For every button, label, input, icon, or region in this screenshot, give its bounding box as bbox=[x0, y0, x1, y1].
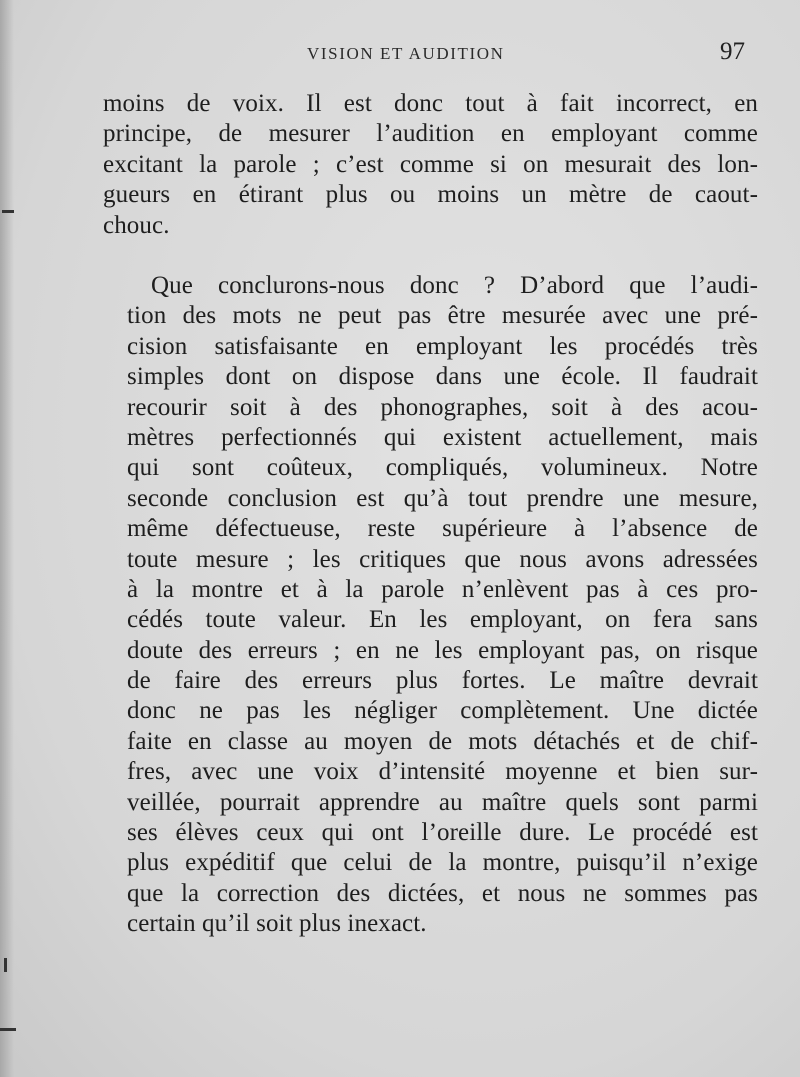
text-line: toute mesure ; les critiques que nous avons adressées bbox=[127, 545, 758, 573]
text-line: certain qu’il soit plus inexact. bbox=[127, 910, 427, 938]
text-line: de faire des erreurs plus fortes. Le maître devrait bbox=[127, 667, 758, 695]
text-line: seconde conclusion est qu’à tout prendre une mesure, bbox=[127, 484, 758, 512]
text-line: excitant la parole ; c’est comme si on mesurait des lon- bbox=[103, 150, 758, 178]
text-line: cision satisfaisante en employant les procédés très bbox=[127, 332, 758, 360]
text-line: principe, de mesurer l’audition en employant comme bbox=[103, 120, 758, 148]
text-line: même défectueuse, reste supérieure à l’absence de bbox=[127, 515, 758, 543]
text-line: chouc. bbox=[103, 211, 170, 239]
text-line: recourir soit à des phonographes, soit à des acou- bbox=[127, 393, 758, 421]
text-line: simples dont on dispose dans une école. Il faudrait bbox=[127, 363, 758, 391]
text-line: veillée, pourrait apprendre au maître quels sont parmi bbox=[127, 788, 758, 816]
text-line: gueurs en étirant plus ou moins un mètre de caout- bbox=[103, 181, 758, 209]
text-line: à la montre et à la parole n’enlèvent pas à ces pro- bbox=[127, 575, 758, 603]
text-line: faite en classe au moyen de mots détachés et de chif- bbox=[127, 727, 758, 755]
text-line: mètres perfectionnés qui existent actuellement, mais bbox=[127, 423, 758, 451]
page-number: 97 bbox=[720, 38, 745, 65]
text-line: Que conclurons-nous donc ? D’abord que l’audi- bbox=[151, 272, 758, 299]
text-line: doute des erreurs ; en ne les employant pas, on risque bbox=[127, 636, 758, 664]
paragraph-2 bbox=[103, 271, 758, 940]
text-line: tion des mots ne peut pas être mesurée avec une pré- bbox=[127, 302, 758, 330]
gutter-shadow bbox=[0, 0, 14, 1077]
margin-mark bbox=[4, 958, 7, 972]
text-line: qui sont coûteux, compliqués, volumineux. Notre bbox=[127, 454, 758, 482]
text-line: fres, avec une voix d’intensité moyenne et bien sur- bbox=[127, 758, 758, 786]
paragraph-1 bbox=[103, 89, 758, 241]
text-line: ses élèves ceux qui ont l’oreille dure. Le procédé est bbox=[127, 819, 758, 847]
running-head bbox=[0, 38, 800, 68]
margin-mark bbox=[2, 210, 14, 213]
text-line: moins de voix. Il est donc tout à fait incorrect, en bbox=[103, 90, 758, 117]
text-line: que la correction des dictées, et nous ne sommes pas bbox=[127, 879, 758, 907]
margin-mark bbox=[0, 1028, 16, 1031]
text-line: cédés toute valeur. En les employant, on fera sans bbox=[127, 606, 758, 634]
text-line: donc ne pas les négliger complètement. Une dictée bbox=[127, 697, 758, 725]
text-line: plus expéditif que celui de la montre, puisqu’il n’exige bbox=[127, 849, 758, 877]
running-title: VISION ET AUDITION bbox=[307, 44, 505, 63]
